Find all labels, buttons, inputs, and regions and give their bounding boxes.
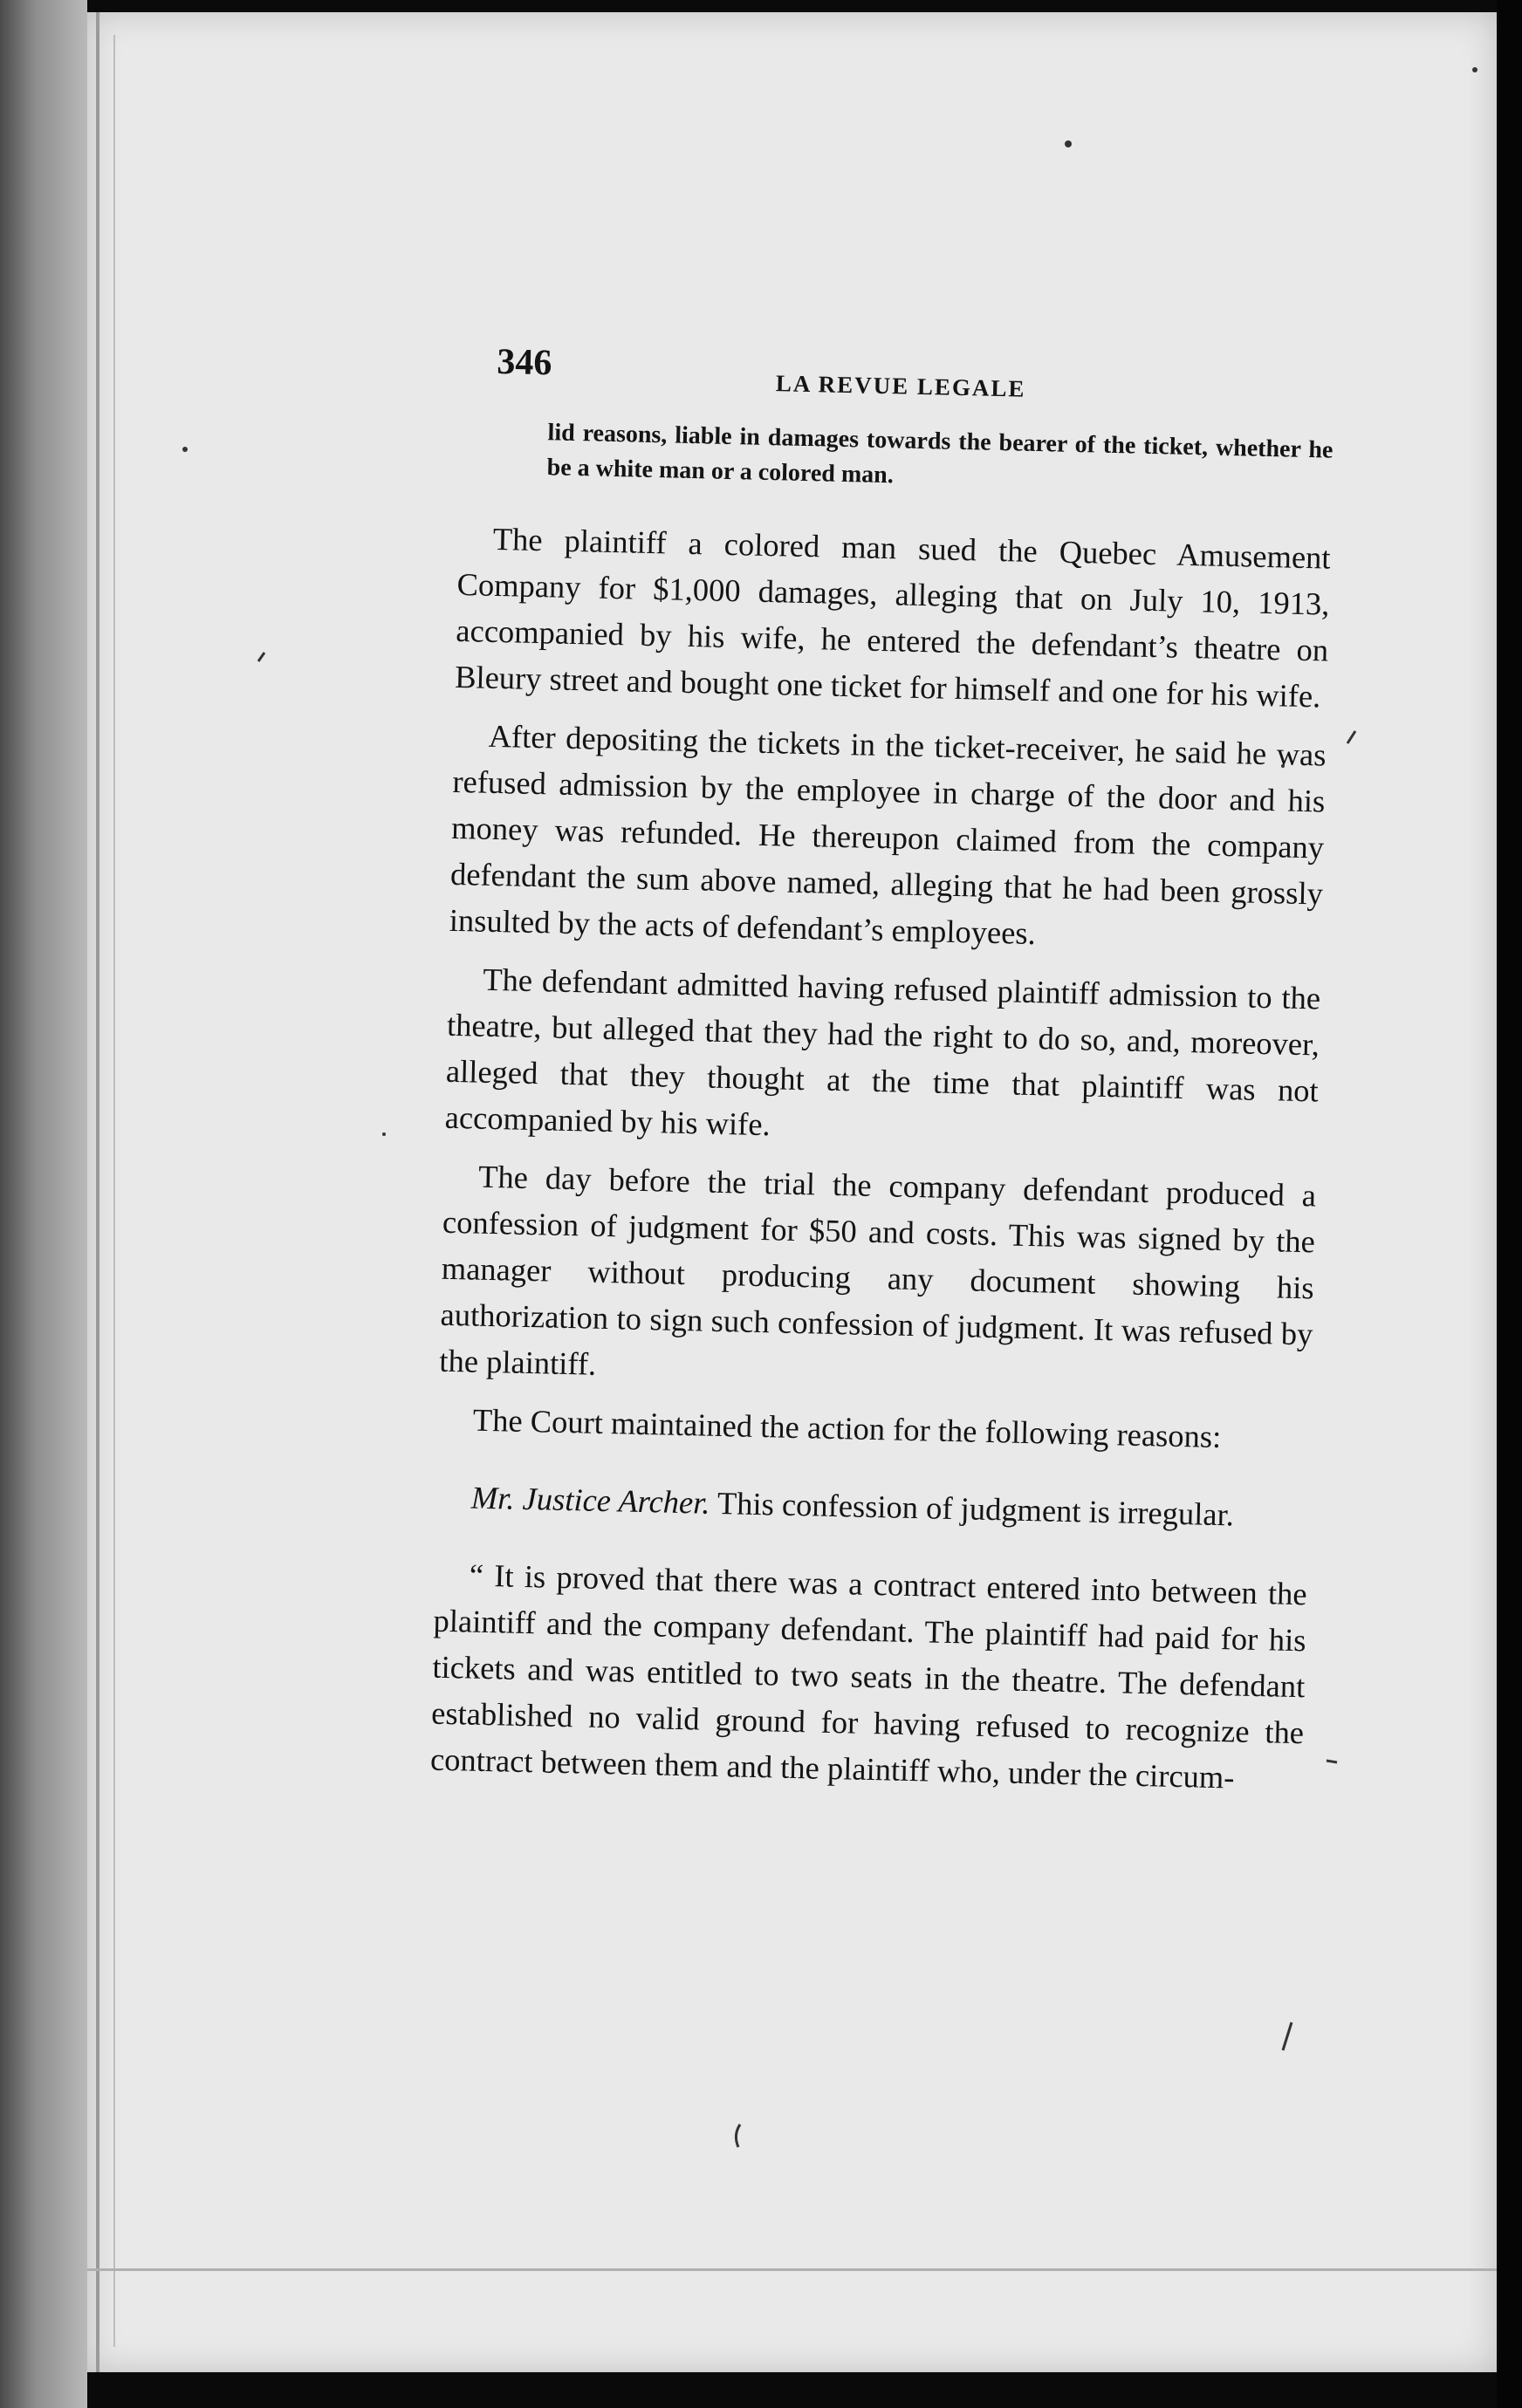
- running-head: LA REVUE LEGALE: [775, 370, 1026, 402]
- judge-statement: This confession of judgment is irregular.: [710, 1484, 1235, 1533]
- paragraph-judge: [435, 1474, 1309, 1540]
- paragraph-confession: The day before the trial the company defendant produced a confession of judgment for $50 and costs. This was signed by the manager without producing any document showing his authorization to sign such confession of judgment. It was refused by the plaintiff.: [439, 1158, 1317, 1382]
- paragraph-refusal: After depositing the tickets in the ticket-receiver, he said he was refused admission by the employee in charge of the door and his money was refunded. He thereupon claimed from the company defendant the sum above named, alleging that he had been grossly insulted by the acts of defendant’s employees.: [449, 717, 1327, 952]
- page-number: 346: [496, 341, 552, 384]
- paragraph-court-reasons: The Court maintained the action for the following reasons:: [472, 1401, 1222, 1455]
- paragraph-defence: The defendant admitted having refused plaintiff admission to the theatre, but alleged that they had the right to do so, and, moreover, alleged that they thought at the time that plaintiff was not accompanied by his wife.: [444, 961, 1321, 1143]
- headnote: lid reasons, liable in damages towards the bearer of the ticket, whether he be a white man or a colored man.: [546, 419, 1333, 489]
- paragraph-facts: The plaintiff a colored man sued the Quebec Amusement Company for $1,000 damages, alleging that on July 10, 1913, accompanied by his wife, he entered the defendant’s theatre on Bleury street and bought one ticket for himself and one for his wife.: [454, 520, 1332, 715]
- paragraph-quote: “ It is proved that there was a contract entered into between the plaintiff and the company defendant. The plaintiff had paid for his tickets and was entitled to two seats in the theatre. The defendant established no valid ground for having refused to recognize the contract between them and the plaintiff who, under the circum-: [429, 1556, 1308, 1796]
- page-text: [429, 340, 1334, 1802]
- judge-name: Mr. Justice Archer.: [470, 1479, 711, 1521]
